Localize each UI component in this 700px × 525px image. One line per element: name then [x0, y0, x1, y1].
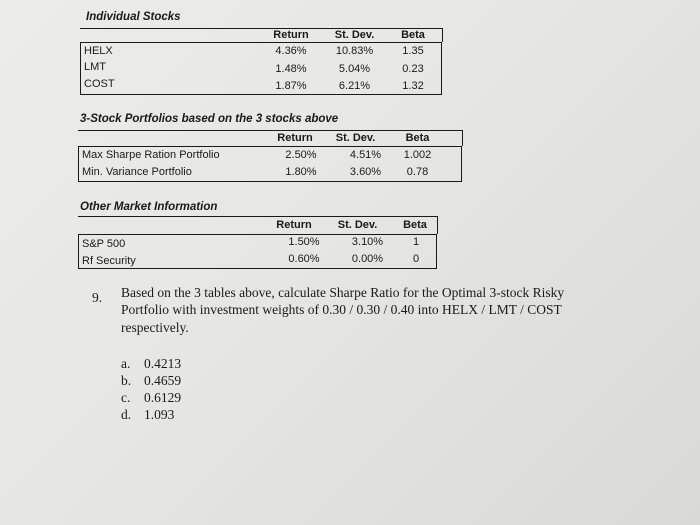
- stdev-value: 5.04%: [338, 63, 371, 75]
- return-value: 1.80%: [285, 166, 317, 178]
- row-label: HELX: [84, 45, 113, 57]
- option-text: 0.4213: [144, 356, 182, 371]
- row-label: COST: [84, 78, 115, 90]
- divider: [80, 28, 442, 29]
- option-letter: b.: [121, 373, 132, 388]
- question-line: respectively.: [121, 320, 189, 335]
- return-value: 1.50%: [288, 236, 320, 248]
- option-text: 1.093: [144, 407, 175, 422]
- beta-value: 1.002: [403, 149, 432, 161]
- column-header-stdev: St. Dev.: [335, 132, 376, 144]
- beta-value: 0.23: [402, 63, 424, 75]
- divider: [78, 216, 437, 217]
- row-label: Rf Security: [82, 255, 136, 267]
- beta-value: 0.78: [406, 166, 429, 178]
- column-header-return: Return: [276, 219, 312, 231]
- beta-value: 1.32: [402, 80, 424, 92]
- option-letter: d.: [121, 407, 132, 422]
- column-header-return: Return: [277, 132, 313, 144]
- stdev-value: 10.83%: [335, 45, 374, 57]
- return-value: 4.36%: [275, 45, 307, 57]
- column-header-stdev: St. Dev.: [334, 29, 375, 41]
- stdev-value: 4.51%: [349, 149, 382, 161]
- beta-value: 1.35: [402, 45, 424, 57]
- column-header-beta: Beta: [401, 29, 425, 41]
- column-header-beta: Beta: [405, 132, 430, 144]
- column-header-return: Return: [273, 29, 309, 41]
- section-title: Other Market Information: [80, 201, 218, 213]
- table-border: [80, 42, 442, 95]
- column-header-beta: Beta: [403, 219, 427, 231]
- question-line: Portfolio with investment weights of 0.30 / 0.30 / 0.40 into HELX / LMT / COST: [121, 302, 562, 317]
- divider: [442, 28, 443, 42]
- stdev-value: 6.21%: [338, 80, 371, 92]
- row-label: LMT: [84, 61, 106, 73]
- row-label: Min. Variance Portfolio: [82, 166, 192, 178]
- divider: [437, 216, 438, 234]
- return-value: 1.48%: [275, 63, 307, 75]
- beta-value: 0: [412, 253, 420, 265]
- option-letter: c.: [121, 390, 131, 405]
- divider: [462, 130, 463, 146]
- return-value: 2.50%: [285, 149, 317, 161]
- option-text: 0.6129: [144, 390, 182, 405]
- question-line: Based on the 3 tables above, calculate Sharpe Ratio for the Optimal 3-stock Risky: [121, 285, 565, 300]
- section-title: Individual Stocks: [86, 11, 181, 23]
- return-value: 0.60%: [288, 253, 320, 265]
- question-number: 9.: [92, 290, 103, 305]
- stdev-value: 3.60%: [349, 166, 382, 178]
- return-value: 1.87%: [275, 80, 307, 92]
- row-label: Max Sharpe Ration Portfolio: [82, 149, 220, 161]
- beta-value: 1: [412, 236, 420, 248]
- row-label: S&P 500: [82, 238, 126, 250]
- divider: [78, 130, 462, 131]
- section-title: 3-Stock Portfolios based on the 3 stocks above: [80, 113, 339, 125]
- option-text: 0.4659: [144, 373, 182, 388]
- stdev-value: 0.00%: [351, 253, 384, 265]
- column-header-stdev: St. Dev.: [337, 219, 378, 231]
- option-letter: a.: [121, 356, 131, 371]
- stdev-value: 3.10%: [351, 236, 384, 248]
